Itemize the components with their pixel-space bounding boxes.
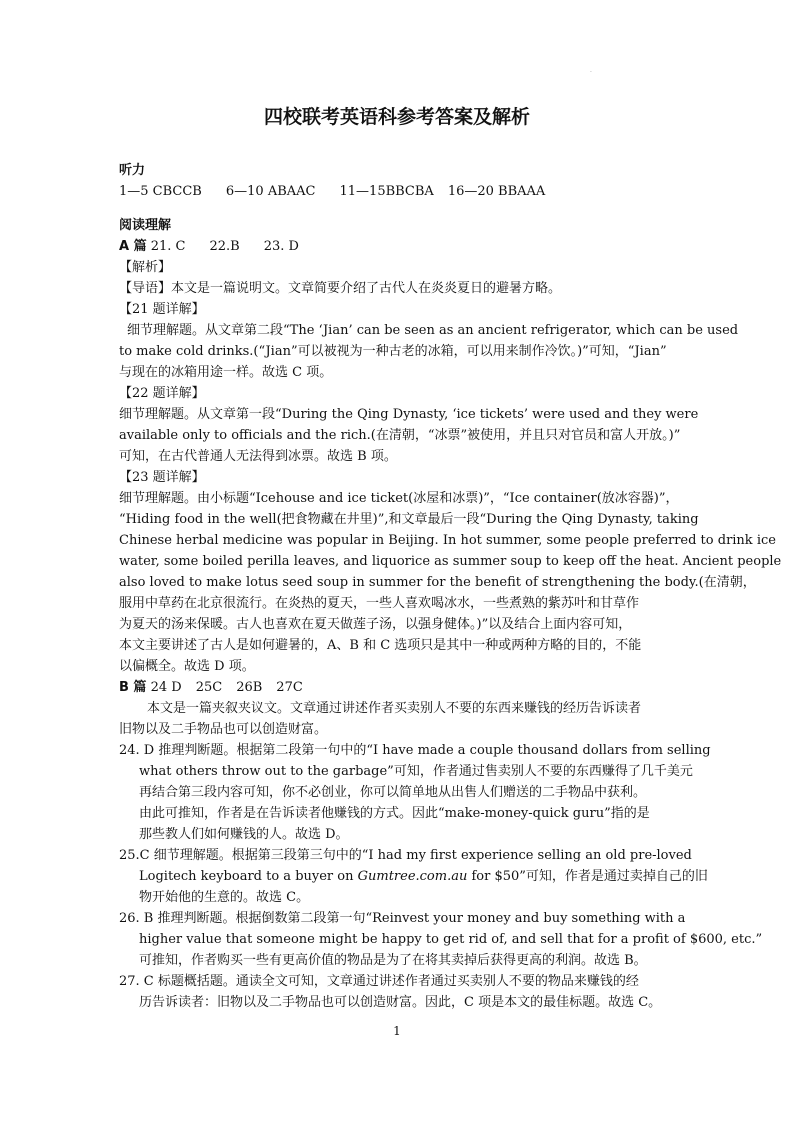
- q25-text: Logitech keyboard to a buyer on: [139, 869, 358, 884]
- scan-dot: ·: [590, 69, 592, 76]
- q23-line: 本文主要讲述了古人是如何避暑的，A、B 和 C 选项只是其中一种或两种方略的目的，不能: [119, 638, 642, 653]
- q23-line: water, some boiled perilla leaves, and liquorice as summer soup to keep off the heat. Ancient people: [119, 554, 782, 569]
- q23-line: also loved to make lotus seed soup in summer for the benefit of strengthening the body.(在清朝，: [119, 575, 756, 590]
- listening-answer-4: 16—20 BBAAA: [447, 184, 546, 199]
- page-title: 四校联考英语科参考答案及解析: [263, 106, 530, 128]
- q21-label: 【21 题详解】: [119, 302, 205, 317]
- document-body: [119, 160, 782, 1013]
- answer-22: 22.B: [209, 239, 240, 254]
- q23-line: 为夏天的汤来保暖。古人也喜欢在夏天做莲子汤，以强身健体。)”以及结合上面内容可知，: [119, 617, 632, 632]
- answer-24: 24 D: [150, 680, 182, 695]
- b-intro-line: 本文是一篇夹叙夹议文。文章通过讲述作者买卖别人不要的东西来赚钱的经历告诉读者: [147, 701, 642, 716]
- q25-line: [119, 866, 708, 887]
- q24-line: 由此可推知，作者是在告诉读者他赚钱的方式。因此“make-money-quick guru”指的是: [139, 806, 650, 821]
- guide-text: 【导语】本文是一篇说明文。文章简要介绍了古代人在炎炎夏日的避暑方略。: [119, 281, 562, 296]
- section-a-label: A 篇: [119, 239, 147, 254]
- reading-b-answers: [119, 677, 679, 698]
- q26-line: 可推知，作者购买一些有更高价值的物品是为了在将其卖掉后获得更高的利润。故选 B。: [139, 953, 647, 968]
- q26-line: higher value that someone might be happy to get rid of, and sell that for a profit of $600, etc.”: [139, 932, 763, 947]
- q24-line: 再结合第三段内容可知，你不必创业，你可以简单地从出售人们赠送的二手物品中获利。: [139, 785, 647, 800]
- q27-line: 27. C 标题概括题。通读全文可知，文章通过讲述作者通过买卖别人不要的物品来赚钱的经: [119, 974, 639, 989]
- q21-line: 细节理解题。从文章第二段“The ‘Jian’ can be seen as an ancient refrigerator, which can be used: [127, 323, 739, 338]
- answer-26: 26B: [236, 680, 263, 695]
- answer-25: 25C: [195, 680, 223, 695]
- reading-heading: 阅读理解: [119, 218, 172, 233]
- q24-line: 那些教人们如何赚钱的人。故选 D。: [139, 827, 349, 842]
- section-b-label: B 篇: [119, 680, 147, 695]
- q22-line: 可知，在古代普通人无法得到冰票。故选 B 项。: [119, 449, 397, 464]
- q23-line: 以偏概全。故选 D 项。: [119, 659, 255, 674]
- page-number: 1: [393, 1024, 401, 1038]
- q24-line: what others throw out to the garbage”可知，作者通过售卖别人不要的东西赚得了几千美元: [139, 764, 693, 779]
- b-intro-line: 旧物以及二手物品也可以创造财富。: [119, 722, 328, 737]
- q25-line: 25.C 细节理解题。根据第三段第三句中的“I had my first experience selling an old pre-loved: [119, 848, 692, 863]
- q24-line: 24. D 推理判断题。根据第二段第一句中的“I have made a couple thousand dollars from selling: [119, 743, 711, 758]
- answer-21: 21. C: [150, 239, 186, 254]
- q22-line: 细节理解题。从文章第一段“During the Qing Dynasty, ‘ice tickets’ were used and they were: [119, 407, 699, 422]
- answer-27: 27C: [276, 680, 303, 695]
- q22-line: available only to officials and the rich.(在清朝，“冰票”被使用，并且只对官员和富人开放。)”: [119, 428, 681, 443]
- reading-a-answers: [119, 236, 679, 257]
- answer-23: 23. D: [263, 239, 299, 254]
- q22-label: 【22 题详解】: [119, 386, 205, 401]
- q25-text: for $50”可知，作者是通过卖掉自己的旧: [467, 869, 708, 884]
- listening-answer-2: 6—10 ABAAC: [225, 184, 316, 199]
- q23-label: 【23 题详解】: [119, 470, 205, 485]
- q21-line: 与现在的冰箱用途一样。故选 C 项。: [119, 365, 333, 380]
- listening-heading: 听力: [119, 163, 146, 178]
- q23-line: 服用中草药在北京很流行。在炎热的夏天，一些人喜欢喝冰水，一些煮熟的紫苏叶和甘草作: [119, 596, 640, 611]
- listening-answers: [119, 181, 679, 202]
- q23-line: 细节理解题。由小标题“Icehouse and ice ticket(冰屋和冰票)”，“Ice container(放冰容器)”，: [119, 491, 679, 506]
- analysis-label: 【解析】: [119, 260, 172, 275]
- listening-answer-1: 1—5 CBCCB: [119, 184, 202, 199]
- q25-line: 物开始他的生意的。故选 C。: [139, 890, 310, 905]
- q25-website: Gumtree.com.au: [357, 869, 468, 884]
- q21-line: to make cold drinks.(“Jian”可以被视为一种古老的冰箱，可以用来制作冷饮。)”可知，“Jian”: [119, 344, 667, 359]
- q23-line: Chinese herbal medicine was popular in Beijing. In hot summer, some people preferred to drink ice: [119, 533, 776, 548]
- q26-line: 26. B 推理判断题。根据倒数第二段第一句“Reinvest your money and buy something with a: [119, 911, 686, 926]
- q27-line: 历告诉读者：旧物以及二手物品也可以创造财富。因此，C 项是本文的最佳标题。故选 C。: [139, 995, 662, 1010]
- q23-line: “Hiding food in the well(把食物藏在井里)”,和文章最后一段“During the Qing Dynasty, taking: [119, 512, 699, 527]
- listening-answer-3: 11—15BBCBA: [339, 184, 434, 199]
